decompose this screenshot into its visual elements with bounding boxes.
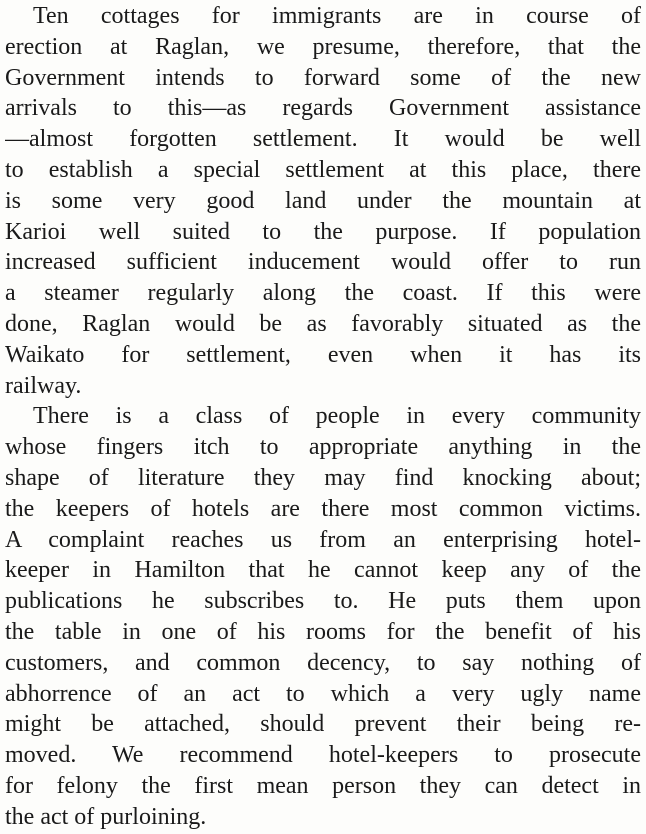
text-line: There is a class of people in every community: [33, 403, 641, 430]
text-line: publications he subscribes to. He puts them upon: [5, 588, 641, 615]
text-line: a steamer regularly along the coast. If this were: [5, 280, 641, 307]
text-line: keeper in Hamilton that he cannot keep any of the: [5, 557, 641, 584]
text-line: Karioi well suited to the purpose. If population: [5, 218, 641, 245]
text-line: railway.: [5, 372, 82, 399]
text-line: the table in one of his rooms for the benefit of his: [5, 618, 641, 645]
text-line: might be attached, should prevent their being re-: [5, 711, 641, 738]
text-line: done, Raglan would be as favorably situated as the: [5, 310, 641, 337]
text-line: Waikato for settlement, even when it has its: [5, 341, 641, 368]
text-line: moved. We recommend hotel-keepers to prosecute: [5, 742, 641, 769]
text-line: is some very good land under the mountain at: [5, 187, 641, 214]
article-column: [5, 1, 641, 833]
text-line: Ten cottages for immigrants are in course of: [33, 3, 641, 29]
text-line: abhorrence of an act to which a very ugly name: [5, 680, 641, 707]
text-line: A complaint reaches us from an enterprising hotel-: [5, 526, 641, 553]
text-line: the act of purloining.: [5, 803, 207, 830]
text-line: whose fingers itch to appropriate anything in the: [5, 434, 641, 461]
text-line: customers, and common decency, to say nothing of: [5, 649, 641, 676]
text-line: the keepers of hotels are there most common victims.: [5, 495, 641, 522]
text-line: shape of literature they may find knocking about;: [5, 464, 641, 491]
text-line: —almost forgotten settlement. It would be well: [5, 126, 641, 153]
text-line: erection at Raglan, we presume, therefore, that the: [5, 33, 641, 60]
text-line: for felony the first mean person they can detect in: [5, 772, 641, 799]
text-line: to establish a special settlement at this place, there: [5, 156, 641, 183]
paragraph-hotel-thefts: [5, 401, 641, 832]
text-line: arrivals to this—as regards Government assistance: [5, 95, 641, 122]
paragraph-raglan-cottages: [5, 1, 641, 401]
text-line: Government intends to forward some of the new: [5, 64, 641, 91]
text-line: increased sufficient inducement would offer to run: [5, 249, 641, 276]
